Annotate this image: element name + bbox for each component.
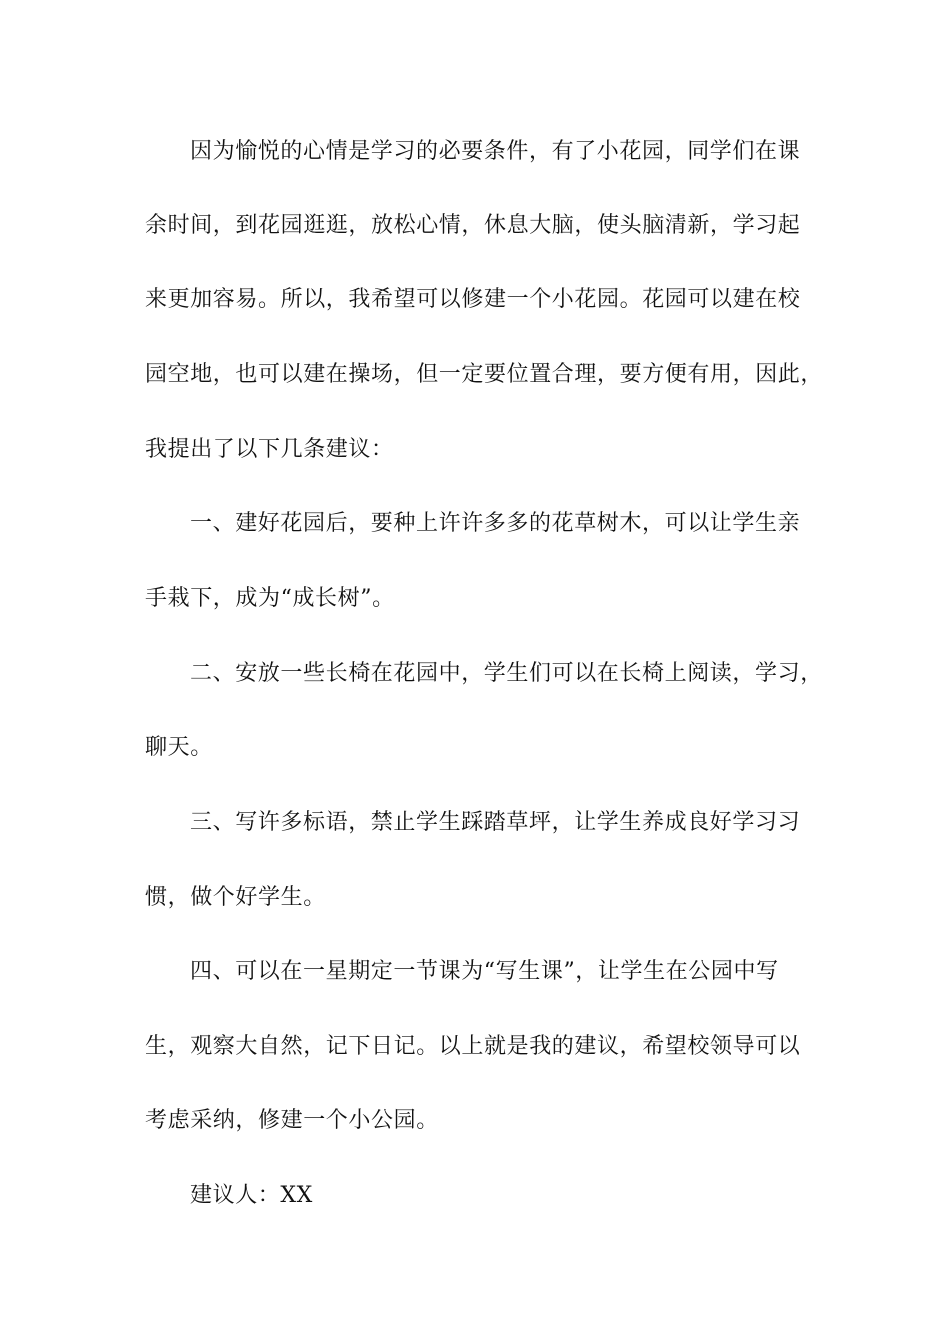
paragraph-line: 园空地，也可以建在操场，但一定要位置合理，要方便有用，因此， — [145, 362, 824, 387]
suggestion-4-line: 考虑采纳，修建一个小公园。 — [145, 1108, 439, 1133]
suggestion-2-line: 聊天。 — [145, 735, 213, 760]
paragraph-line: 来更加容易。所以，我希望可以修建一个小花园。花园可以建在校 — [145, 287, 801, 312]
suggestion-3-line: 惯，做个好学生。 — [145, 885, 326, 910]
paragraph-line: 因为愉悦的心情是学习的必要条件，有了小花园，同学们在课 — [190, 139, 801, 164]
suggestion-3-line: 三、写许多标语，禁止学生踩踏草坪，让学生养成良好学习习 — [190, 810, 801, 835]
suggestion-4-line: 生，观察大自然，记下日记。以上就是我的建议，希望校领导可以 — [145, 1034, 801, 1059]
suggestion-2-line: 二、安放一些长椅在花园中，学生们可以在长椅上阅读，学习， — [190, 661, 823, 686]
paragraph-line: 我提出了以下几条建议： — [145, 437, 394, 462]
paragraph-line: 余时间，到花园逛逛，放松心情，休息大脑，使头脑清新，学习起 — [145, 213, 801, 238]
suggestion-1-line: 一、建好花园后，要种上许许多多的花草树木，可以让学生亲 — [190, 511, 801, 536]
signature-line: 建议人：XX — [190, 1183, 313, 1208]
suggestion-1-line: 手栽下，成为“成长树”。 — [145, 586, 395, 611]
suggestion-4-line: 四、可以在一星期定一节课为“写生课”，让学生在公园中写 — [190, 959, 779, 984]
